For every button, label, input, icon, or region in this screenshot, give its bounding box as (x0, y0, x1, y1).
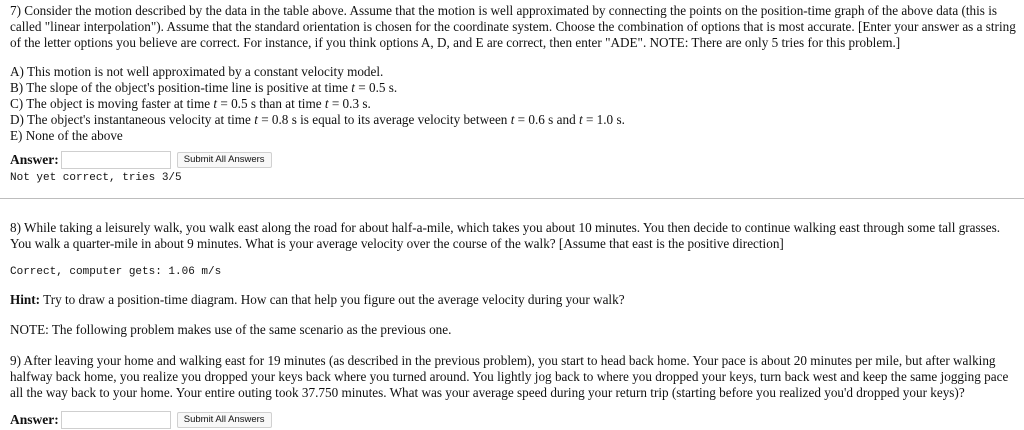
option-b-pre: B) The slope of the object's position-time line is positive at time (10, 80, 352, 95)
hint-label: Hint: (10, 292, 41, 307)
option-d-var1: t (254, 112, 258, 127)
option-d (10, 112, 625, 128)
option-c-pre: C) The object is moving faster at time (10, 96, 214, 111)
problem-8-status: Correct, computer gets: 1.06 m/s (10, 266, 222, 278)
option-a: A) This motion is not well approximated by a constant velocity model. (10, 64, 384, 79)
section-divider (0, 198, 1024, 199)
problem-9-answer-input[interactable] (61, 411, 171, 429)
note-text: NOTE: The following problem makes use of the same scenario as the previous one. (10, 322, 452, 337)
option-e: E) None of the above (10, 128, 123, 143)
problem-7-answer-input[interactable] (61, 151, 171, 169)
answer-label: Answer: (10, 152, 59, 167)
problem-9-submit-button[interactable]: Submit All Answers (177, 412, 272, 428)
problem-7-status: Not yet correct, tries 3/5 (10, 172, 182, 184)
option-c-var2: t (324, 96, 329, 111)
problem-7-text: 7) Consider the motion described by the data in the table above. Assume that the motion is well approximated by connecting the points on the position-time graph of the above data (this is called "linear interpolation"). Assume that the standard orientation is chosen for the coordinate system. Choose the combination of options that is most accurate. [Enter your answer as a string of the letter options you believe are correct. For instance, if you think options A, D, and E are correct, then enter "ADE". NOTE: There are only 5 tries for this problem.] (10, 3, 1016, 50)
option-b (10, 80, 397, 96)
problem-9-text: 9) After leaving your home and walking east for 19 minutes (as described in the previous problem), you start to head back home. Your pace is about 20 minutes per mile, but after walking halfway back home, you realize you dropped your keys back where you turned around. You lightly jog back to where you dropped your keys, turn back west and keep the same jogging pace all the way back to your home. Your entire outing took 37.750 minutes. What was your average speed during your return trip (starting before you realized you'd dropped your keys)? (10, 353, 1009, 400)
option-c (10, 96, 371, 112)
option-c-post: = 0.3 s. (328, 96, 371, 111)
option-d-mid1: = 0.8 s is equal to its average velocity between (257, 112, 511, 127)
option-b-post: = 0.5 s. (354, 80, 398, 95)
problem-7-submit-button[interactable]: Submit All Answers (177, 152, 272, 168)
option-d-pre: D) The object's instantaneous velocity at time (10, 112, 255, 127)
option-c-var1: t (213, 96, 218, 111)
hint-text: Try to draw a position-time diagram. How can that help you figure out the average velocity during your walk? (40, 292, 625, 307)
problem-9-answer-row (10, 410, 272, 430)
option-c-mid: = 0.5 s than at time (217, 96, 325, 111)
option-b-var: t (351, 80, 355, 95)
problem-8-hint (10, 292, 1022, 308)
answer-label: Answer: (10, 412, 59, 427)
problem-7-answer-row (10, 150, 272, 170)
option-d-var2: t (510, 112, 515, 127)
option-d-var3: t (578, 112, 583, 127)
option-d-mid2: = 0.6 s and (514, 112, 579, 127)
problem-8-text: 8) While taking a leisurely walk, you walk east along the road for about half-a-mile, which takes you about 10 minutes. You then decide to continue walking east through some tall grasses. You walk a quarter-mile in about 9 minutes. What is your average velocity over the course of the walk? [Assume that east is the positive direction] (10, 220, 1001, 251)
option-d-post: = 1.0 s. (582, 112, 625, 127)
